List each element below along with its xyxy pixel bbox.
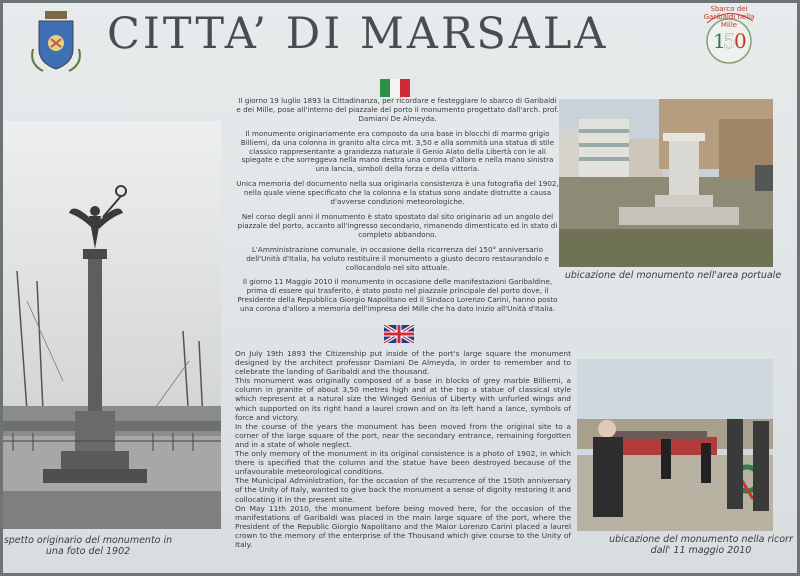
italian-paragraph: Il monumento originariamente era composto da una base in blocchi di marmo grigio Billiemi, da una colonna in granito alta circa mt. 3,50 e alla sommità una statua di stile classico rappresentante a grandezza naturale il Genio Alato della Libertà con le ali spiegate e che sorreggeva nella mano destra una corona d'alloro e nella mano sinistra una lancia, simboli della forza e della vittoria.: [240, 128, 555, 174]
ceremony-photo: [577, 359, 773, 531]
uk-flag-icon: [383, 325, 415, 343]
english-paragraph: On July 19th 1893 the Citizenship put inside of the port's large square the monument designed by the architect professor Damiani De Almeyda, in order to remember and to celebrate the landing of Garibaldi and the thousand.: [235, 349, 571, 377]
anniversary-150-logo-icon: [697, 5, 761, 71]
english-text-block: [235, 349, 571, 549]
italian-paragraph: Nel corso degli anni il monumento è stato spostato dal sito originario ad un angolo del piazzale del porto, accanto all'ingresso secondario, rimanendo dimenticato ed in stato di completo abbandono.: [237, 211, 558, 239]
city-crest-icon: [25, 9, 87, 75]
italian-flag-icon: [379, 79, 411, 97]
english-paragraph: The Municipal Administration, for the occasion of the recurrence of the 150th anniversary of the Unity of Italy, wanted to give back the monument a sense of dignity restoring it and collocating it in the present site.: [235, 476, 571, 504]
photo-caption-right-bottom: ubicazione del monumento nella ricorr dall' 11 maggio 2010: [609, 534, 793, 556]
english-paragraph: In the course of the years the monument has been moved from the original site to a corner of the large square of the port, near the secondary entrance, remaining forgotten and in a state of whole neglect.: [235, 421, 571, 449]
italian-paragraph: L'Amministrazione comunale, in occasione della ricorrenza del 150° anniversario dell'Unità d'Italia, ha voluto restituire il monumento a giusto decoro restaurandolo e collocandolo nel sito attuale.: [246, 244, 549, 272]
logo-text: Sbarco dei Garibaldi nella Mille: [703, 5, 755, 29]
svg-text:5: 5: [723, 29, 736, 53]
port-area-photo: [559, 99, 773, 267]
photo-caption-left: spetto originario del monumento in una foto del 1902: [3, 535, 173, 557]
italian-paragraph: Il giorno 11 Maggio 2010 il monumento in occasione delle manifestazioni Garibaldine, prima di essere qui trasferito, è stato posto nel piazzale principale del porto dove, il Presidente della Repubblica Giorgio Napolitano ed il Sindaco Lorenzo Carini, hanno posto una corona d'alloro a memoria dell'impresa dei Mille che ha dato inizio all'Unità d'Italia.: [237, 277, 558, 314]
svg-text:1: 1: [713, 29, 726, 53]
italian-paragraph: Unica memoria del documento nella sua originaria consistenza è una fotografia del 1902, nella quale viene specificato che la colonna e la statua sono andate distrutte a causa d'avverse condizioni meteorologiche.: [236, 179, 559, 207]
english-paragraph: The only memory of the monument in its original consistence is a photo of 1902, in which there is specified that the column and the statue have been destroyed because of the unfavourable meteorological conditions.: [235, 449, 571, 477]
english-paragraph: On May 11th 2010, the monument before being moved here, for the occasion of the manifestations of Garibaldi was placed in the main large square of the port, where the President of the Republic Giorgio Napolitano and the Maior Lorenzo Carini placed a laurel crown to the memory of the enterprise of the Thousand which give course to the Unity of Italy.: [235, 503, 571, 549]
photo-caption-right-top: ubicazione del monumento nell'area portuale: [564, 270, 782, 281]
page-title: CITTA’ DI MARSALA: [107, 9, 609, 59]
historic-monument-photo: [3, 121, 221, 529]
english-paragraph: This monument was originally composed of a base in blocks of grey marble Billiemi, a column in granite of about 3,50 metres high and at the top a statue of classical style which represent at a natural size the Winged Genius of Liberty with unfurled wings and which supported on its right hand a laurel crown and on its left hand a lance, symbols of force and victory.: [235, 376, 571, 422]
svg-text:0: 0: [734, 29, 747, 53]
italian-text-block: [235, 97, 560, 320]
italian-paragraph: Il giorno 19 luglio 1893 la Cittadinanza, per ricordare e festeggiare lo sbarco di Garibaldi e dei Mille, pose all'interno del piazzale del porto il monumento progettato dall'arch. prof. Damiani De Almeyda.: [236, 96, 559, 123]
